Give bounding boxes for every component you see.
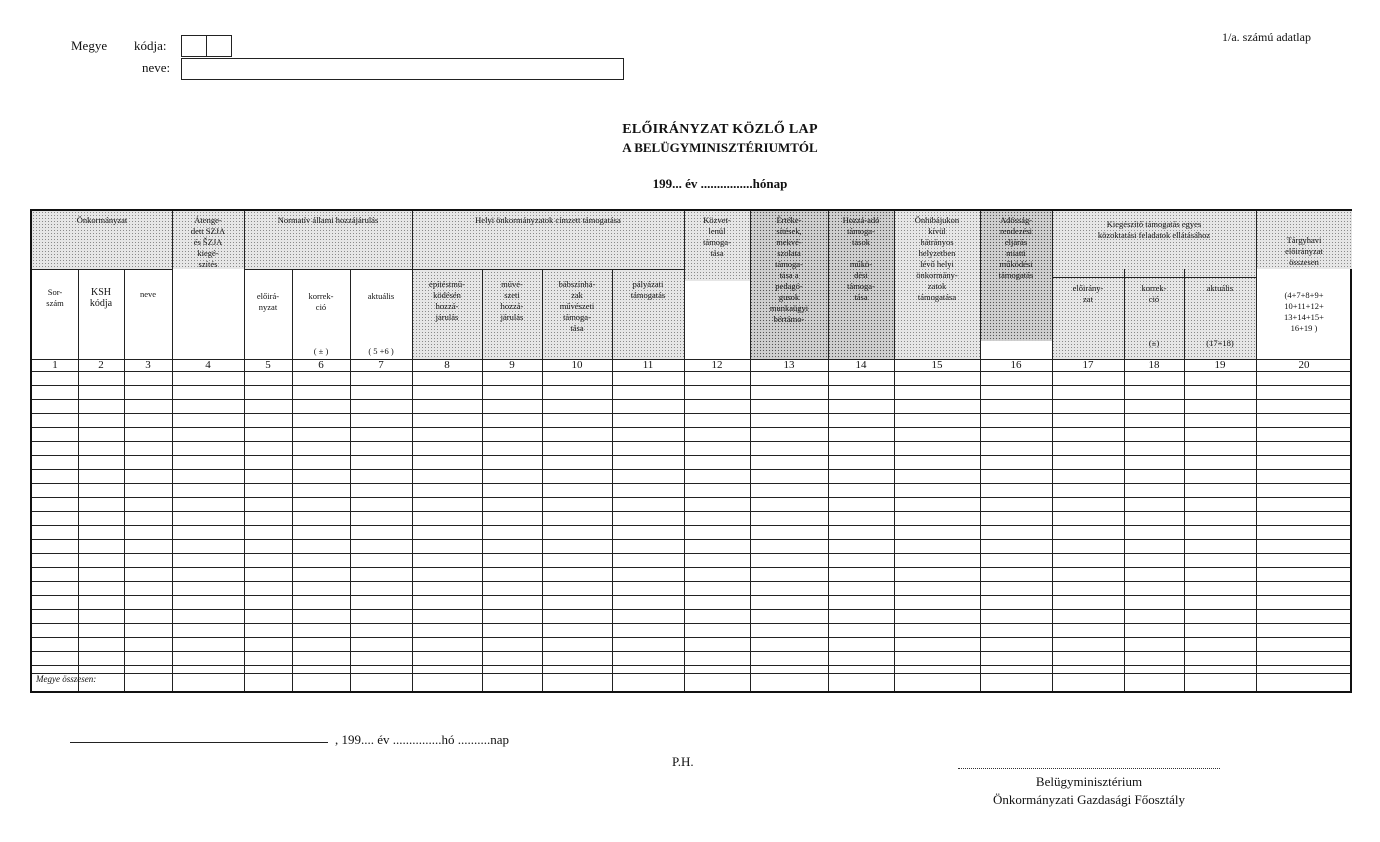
kodja-label: kódja: [134,38,167,53]
col-num: 5 [265,359,271,371]
sub-eloiranyzat: előirá- nyzat [256,291,280,312]
hdr-atengedett: Átenge- dett SZJA és ŠZJA kiegé- szítés [190,215,226,269]
col-num: 8 [444,359,450,371]
date-underline [70,742,328,743]
sub-sorszam: Sor- szám [46,287,64,308]
sub-neve: neve [139,289,157,299]
sub-mukodesi: művé- szeti hozzá- járulás [500,279,524,322]
col-num: 16 [1010,359,1022,371]
hdr-normativ: Normatív állami hozzájárulás [277,215,379,225]
col-num: 2 [98,359,104,371]
col-num: 11 [642,359,654,371]
hdr-kiegeszito: Kiegészítő támogatás egyes közoktatási feladatok ellátásához [1097,219,1211,240]
col-num: 3 [145,359,151,371]
signature-line [958,768,1220,769]
data-table [30,209,1352,693]
hdr-hozza: Hozzá-adó támoga- tások műkö- dési támoga- tása [842,215,880,302]
col-num: 20 [1298,359,1310,371]
form-id: 1/a. számú adatlap [1222,30,1311,44]
sub-aktualis: aktuális ( 5 +6 ) [367,291,395,356]
sub-k-eloiranyzat: előirány- zat [1072,283,1104,304]
col-num: 17 [1082,359,1094,371]
signature-org: Belügyminisztérium [1035,774,1143,789]
page-title: ELŐIRÁNYZAT KÖZLŐ LAP [622,122,818,137]
hdr-adossag: Adósság- rendezési eljárás miatti működési támogatás [998,215,1034,280]
ph-label: P.H. [672,754,694,769]
sub-korrekcio: korrek- ció ( ± ) [308,291,334,356]
col-num: 14 [855,359,867,371]
hdr-targyhavi: Tárgyhavi előirányzat összesen (4+7+8+9+ 10+11+12+ 13+14+15+ 16+19 ) [1284,235,1324,333]
col-num: 15 [931,359,943,371]
hdr-onhibajukon: Önhibájukon kívül hátrányos helyzetben lévő helyi önkormány- zatok támogatása [914,215,960,302]
hdr-kozvetlen: Közvet- lenül támoga- tása [703,215,731,258]
hdr-helyi: Helyi önkormányzatok címzett támogatása [475,215,621,225]
kodja-box-2[interactable] [206,35,232,57]
period-line: 199... év ................hónap [652,176,788,191]
megye-label: Megye [71,38,108,53]
col-num: 9 [509,359,515,371]
hdr-ertekes: Értéke- sítések, mekvé- szolata támoga- tása a pedagó- gusok munkaügyi bértámo- [769,215,809,324]
hdr-onkormanyzat: Önkormányzat [76,215,128,225]
sub-k-korrekcio: korrek- ció (±) [1141,283,1167,348]
col-num: 6 [318,359,324,371]
sub-ksh: KSH kódja [89,287,113,309]
col-num: 13 [783,359,795,371]
col-num: 7 [378,359,384,371]
sub-k-aktualis: aktuális (17+18) [1206,283,1234,348]
col-num: 1 [52,359,58,371]
neve-label: neve: [142,60,171,75]
page-subtitle: A BELÜGYMINISZTÉRIUMTÓL [622,140,818,155]
total-label: Megye összesen: [36,674,97,684]
col-num: 18 [1148,359,1160,371]
col-num: 4 [205,359,211,371]
sub-epitesi: építéstmű- ködésén hozzá- járulás [429,279,465,322]
signature-dept: Önkormányzati Gazdasági Főosztály [992,792,1186,807]
date-line: , 199.... év ...............hó ..........nap [335,732,510,747]
col-num: 19 [1214,359,1226,371]
sub-kulturalis: bábszínhá- zak művészeti támoga- tása [558,279,596,333]
neve-field[interactable] [181,58,624,80]
col-num: 10 [571,359,583,371]
col-num: 12 [711,359,723,371]
kodja-box-1[interactable] [181,35,207,57]
sub-palyazati: pályázati támogatás [630,279,666,300]
